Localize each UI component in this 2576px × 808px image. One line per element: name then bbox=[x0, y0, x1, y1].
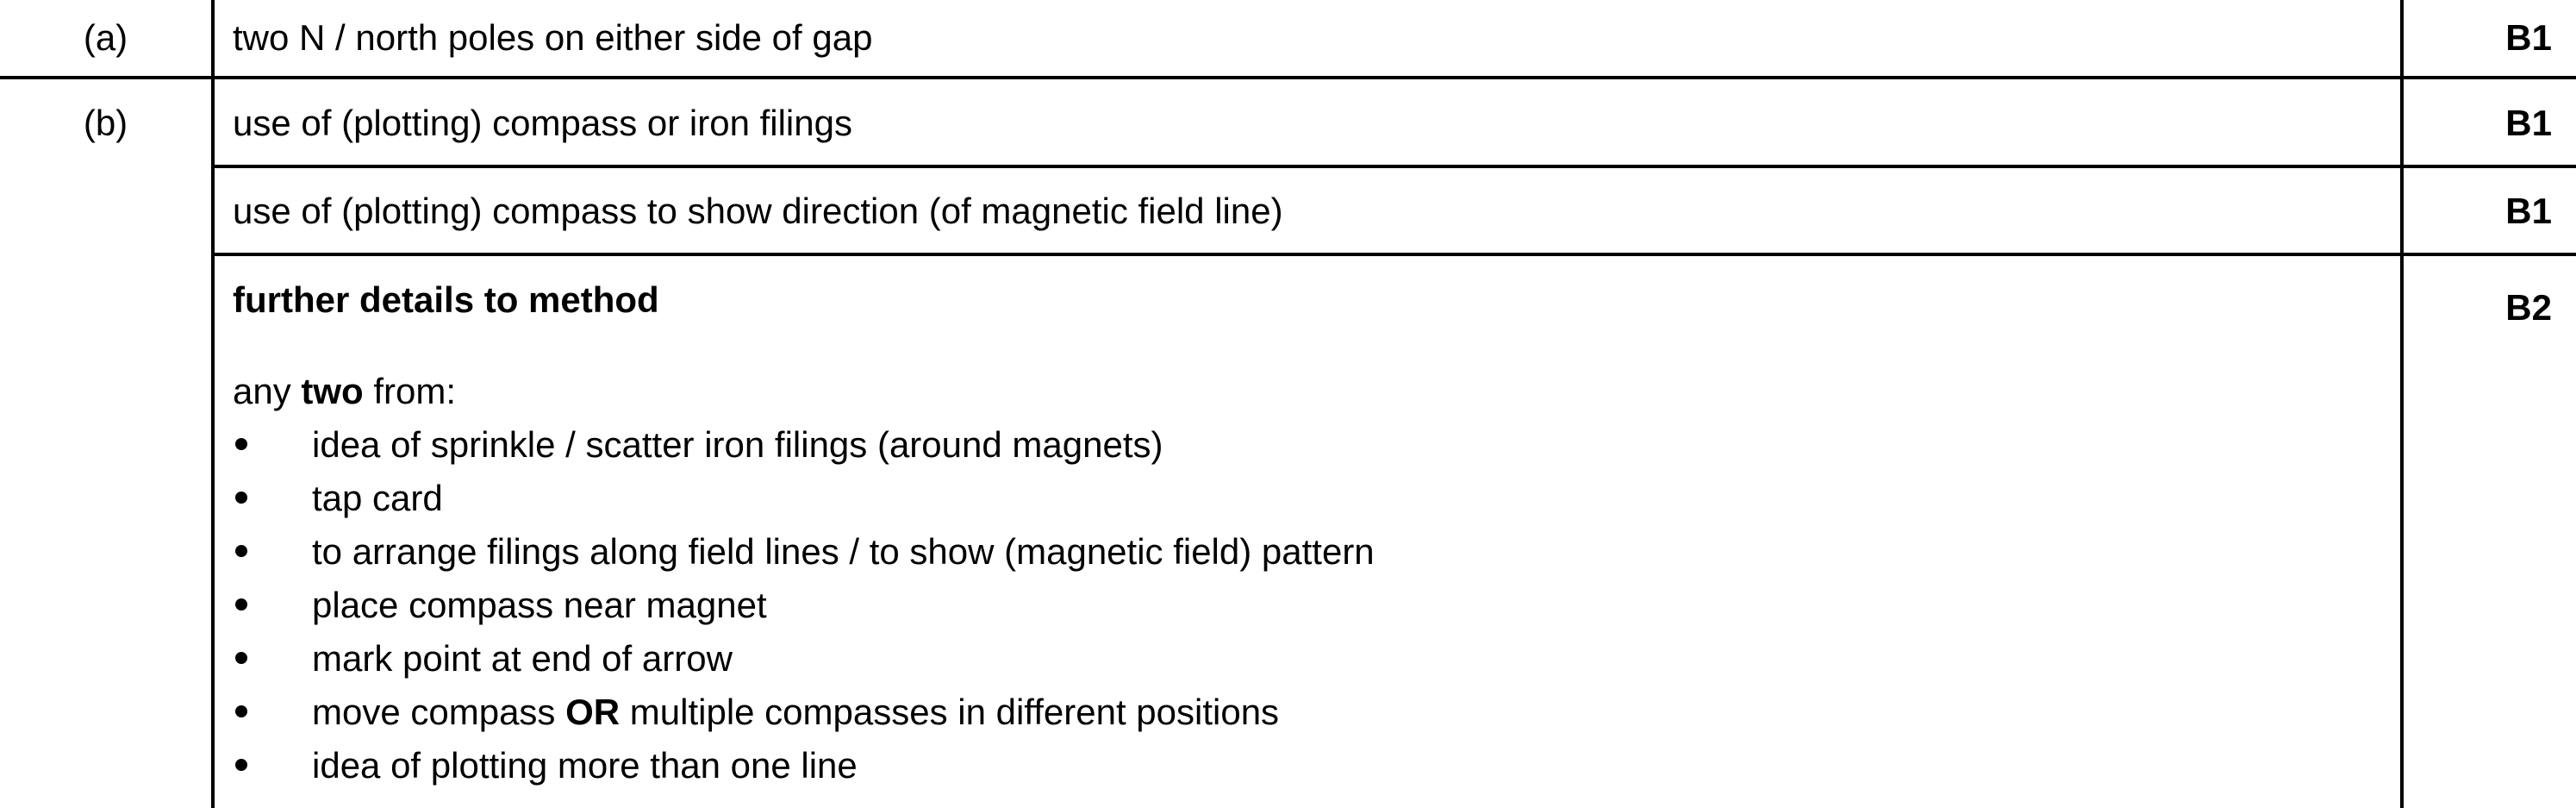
bullet-item bbox=[233, 472, 2361, 525]
bullet-item bbox=[233, 525, 2361, 579]
answer-intro-suffix: from: bbox=[363, 371, 457, 411]
answer-intro-prefix: any bbox=[233, 371, 302, 411]
mark-text-b1: B1 bbox=[2505, 103, 2552, 143]
question-label-a bbox=[0, 0, 211, 76]
question-label-a-text: (a) bbox=[83, 17, 128, 58]
table-border-row-a-bottom bbox=[0, 76, 2576, 79]
answer-row-b1 bbox=[233, 82, 2361, 165]
table-border-row-b1-bottom bbox=[211, 165, 2576, 168]
mark-row-b2 bbox=[2404, 170, 2576, 253]
bullet-text: idea of sprinkle / scatter iron filings (around magnets) bbox=[312, 424, 1163, 465]
answer-heading: further details to method bbox=[233, 279, 659, 320]
bullet-text: mark point at end of arrow bbox=[312, 638, 733, 679]
bullet-icon bbox=[235, 545, 247, 557]
mark-row-b1 bbox=[2404, 82, 2576, 165]
answer-intro bbox=[233, 365, 2361, 418]
question-label-b-text: (b) bbox=[83, 103, 128, 143]
bullet-icon bbox=[235, 598, 247, 611]
answer-intro-bold: two bbox=[301, 371, 364, 411]
answer-text-b2: use of (plotting) compass to show direction (of magnetic field line) bbox=[233, 191, 1283, 231]
bullet-item bbox=[233, 739, 2361, 792]
bullet-text: idea of plotting more than one line bbox=[312, 745, 858, 786]
mark-row-b3 bbox=[2404, 256, 2576, 329]
mark-text-b3: B2 bbox=[2505, 287, 2552, 328]
bullet-text-bold: OR bbox=[565, 692, 621, 732]
answer-row-b2 bbox=[233, 170, 2361, 253]
mark-text-b2: B1 bbox=[2505, 191, 2552, 231]
bullet-icon bbox=[235, 492, 247, 504]
mark-row-a bbox=[2404, 0, 2576, 76]
bullet-text: tap card bbox=[312, 478, 443, 518]
table-border-question-column bbox=[211, 0, 215, 808]
answer-text-b1: use of (plotting) compass or iron filings bbox=[233, 103, 852, 143]
mark-text-a: B1 bbox=[2505, 17, 2552, 58]
bullet-item bbox=[233, 632, 2361, 686]
criteria-bullet-list bbox=[233, 418, 2361, 792]
bullet-icon bbox=[235, 438, 247, 450]
answer-text-a: two N / north poles on either side of gap bbox=[233, 17, 873, 58]
bullet-text-prefix: move compass bbox=[312, 692, 566, 732]
question-label-b bbox=[0, 82, 211, 165]
bullet-text-suffix: multiple compasses in different positions bbox=[620, 692, 1280, 732]
bullet-item bbox=[233, 579, 2361, 632]
bullet-text: to arrange filings along field lines / to show (magnetic field) pattern bbox=[312, 531, 1375, 572]
bullet-item bbox=[233, 686, 2361, 739]
bullet-icon bbox=[235, 705, 247, 717]
answer-row-b3 bbox=[233, 256, 2361, 792]
bullet-text: place compass near magnet bbox=[312, 585, 767, 625]
bullet-icon bbox=[235, 652, 247, 664]
answer-row-a bbox=[233, 0, 2361, 76]
bullet-icon bbox=[235, 759, 247, 771]
bullet-item bbox=[233, 418, 2361, 472]
